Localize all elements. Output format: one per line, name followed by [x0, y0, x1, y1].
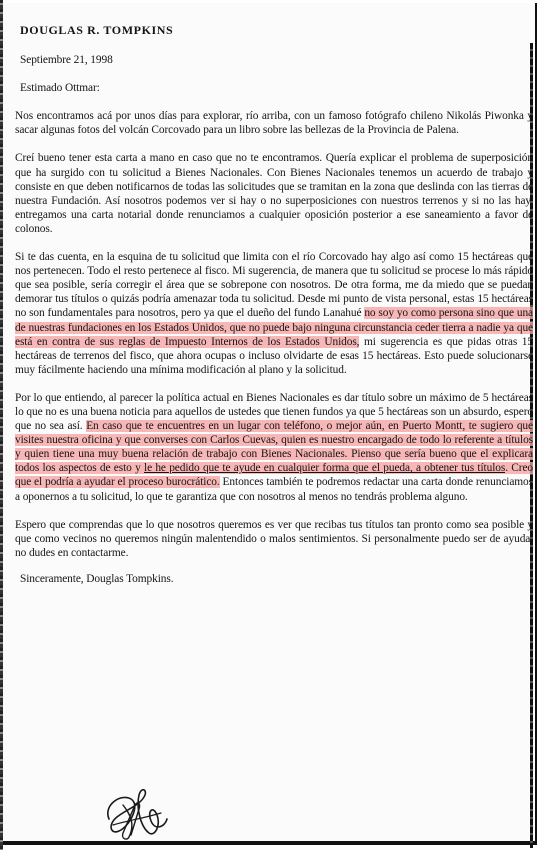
letter-sender: DOUGLAS R. TOMPKINS — [20, 23, 174, 37]
letter-body — [15, 23, 533, 586]
letter-date: Septiembre 21, 1998 — [20, 54, 113, 67]
highlighted-passage-3: . Creo que el podría a ayudar el proceso burocrático. — [15, 462, 533, 489]
paragraph-3-text-b: mi sugerencia es que pidas otras 15 hectáreas de terrenos del fisco, que ahora ocupas o incluso olvidarte de esas 15 hectáreas. Esto puede solucionarse muy fácilmente haciendo una mínima modificación al plano y la solicitud. — [15, 335, 534, 376]
highlighted-passage-1: no soy yo como persona sino que una de nuestras fundaciones en los Estados Unidos, que no puede bajo ninguna circunstancia ceder tierra a nadie ya que está en contra de sus reglas de Impuesto Internos de los Estados Unidos, — [15, 307, 533, 348]
highlighted-passage-2: En caso que te encuentres en un lugar con teléfono, o mejor aún, en Puerto Montt, te sugiero que visites nuestra oficina y que converses con Carlos Cuevas, quien es nuestro encargado de todo lo referente a títulos y quien tiene una muy buena relación de trabajo con Bienes Nacionales. Pienso que sería bueno que el explicara todos los aspectos de esto y — [15, 420, 533, 475]
letter-page — [3, 3, 537, 845]
underlined-passage: le he pedido que te ayude en cualquier forma que el pueda, a obtener tus títulos — [144, 462, 506, 475]
letter-salutation: Estimado Ottmar: — [20, 82, 100, 95]
paragraph-4 — [15, 391, 533, 504]
handwritten-signature-icon — [101, 775, 173, 845]
paragraph-4-text-b: Entonces también te podremos redactar una carta donde renunciamos a oponernos a tu solicitud, lo que te garantiza que con nosotros al menos no tendrás problema alguno. — [15, 476, 533, 503]
paragraph-5: Espero que comprendas que lo que nosotros queremos es ver que recibas tus títulos tan pronto como sea posible y que como vecinos no queremos ningún malentendido o malos sentimientos. Si personalmente puedo ser de ayuda, no dudes en contactarme. — [15, 518, 533, 559]
paragraph-3 — [15, 250, 533, 377]
paragraph-2: Creí bueno tener esta carta a mano en caso que no te encontramos. Quería explicar el problema de superposición que ha surgido con tu solicitud a Bienes Nacionales. Con Bienes Nacionales tenemos un acuerdo de trabajo y consiste en que deben notificarnos de todas las solicitudes que se tramitan en la zona que deslinda con las tierras de nuestra Fundación. Así nosotros podemos ver si hay o no superposiciones con nuestros terrenos y si no las hay, entregamos una carta notarial donde renunciamos a cualquier oposición posterior a ese saneamiento a favor de colonos. — [15, 152, 533, 235]
paragraph-3-text-a: Si te das cuenta, en la esquina de tu solicitud que limita con el río Corcovado hay algo así como 15 hectáreas que nos pertenecen. Todo el resto pertenece al fisco. Mi sugerencia, de manera que tu solicitud se procese lo más rápido que sea posible, sería corregir el área que se sobrepone con nosotros. De otra forma, me da miedo que se puedan demorar tus títulos o quizás podría amenazar toda tu solicitud. Desde mi punto de vista personal, estas 15 hectáreas no son fundamentales para nosotros, pero ya que el dueño del fundo Lanahué — [15, 251, 533, 320]
paragraph-4-text-a: Por lo que entiendo, al parecer la política actual en Bienes Nacionales es dar título sobre un máximo de 5 hectáreas lo que no es una buena noticia para aquellos de ustedes que tienen fundos ya que 5 hectáreas son un absurdo, espero que no sea así. — [15, 391, 533, 433]
paragraph-1: Nos encontramos acá por unos días para explorar, río arriba, con un famoso fotógrafo chileno Nikolás Piwonka y sacar algunas fotos del volcán Corcovado para un libro sobre las bellezas de la Provincia de Palena. — [15, 110, 533, 137]
letter-closing: Sinceramente, Douglas Tompkins. — [20, 572, 174, 585]
